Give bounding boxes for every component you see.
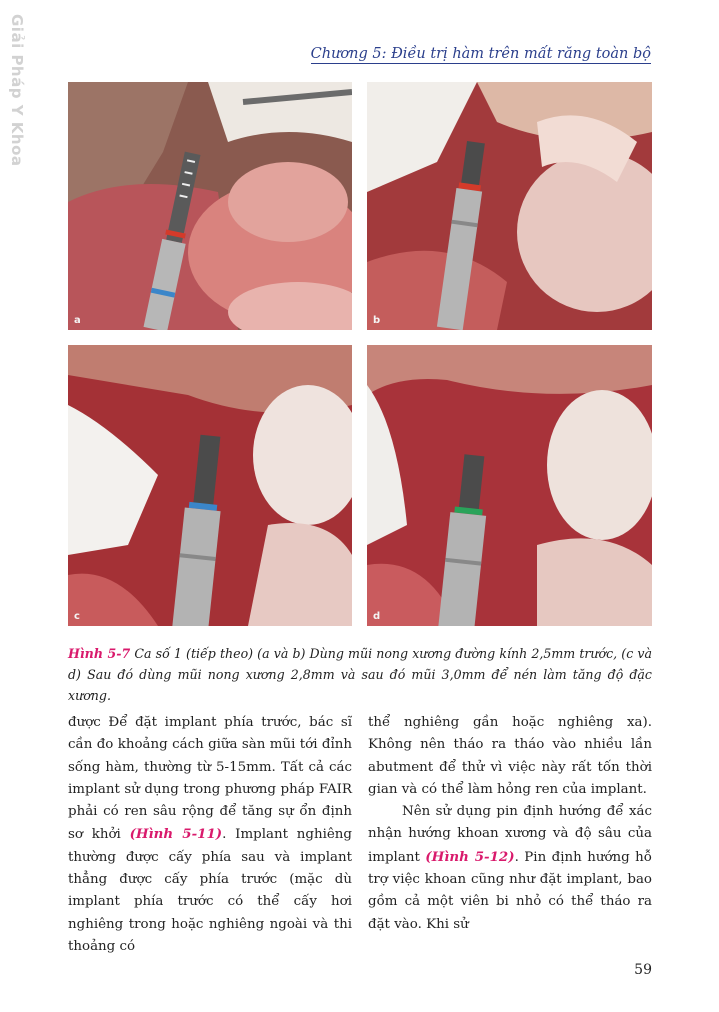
right-text-1: Nên sử dụng pin định hướng để xác nhận hướng khoan xương và độ sâu của implant <box>368 804 652 865</box>
left-text-2: . Implant nghiêng thường được cấy phía sau và implant thẳng được cấy phía trước (mặc dù implant phía trước có thể cấy hơi nghiêng trong hoặc nghiêng ngoài và thi thoảng có <box>68 827 352 954</box>
page-number: 59 <box>634 962 652 978</box>
clinical-photo-a <box>68 82 352 330</box>
left-text-column <box>68 712 352 958</box>
clinical-photo-d <box>367 345 652 626</box>
panel-letter-a: a <box>74 315 81 326</box>
left-text-1: được Để đặt implant phía trước, bác sĩ cần đo khoảng cách giữa sàn mũi tới đỉnh sống hàm, thường từ 5-15mm. Tất cả các implant sử dụng trong phương pháp FAIR phải có ren sâu rộng để tăng sự ổn định sơ khởi <box>68 715 352 843</box>
figure-5-7 <box>68 82 652 626</box>
figure-caption <box>68 643 652 706</box>
caption-label: Hình 5-7 <box>68 646 131 661</box>
photo-panel-c <box>68 345 352 626</box>
right-text-column <box>368 712 652 936</box>
right-text-2: . Pin định hướng hỗ trợ việc khoan cũng như đặt implant, bao gồm cả một viên bi nhỏ có thể tháo ra đặt vào. Khi sử <box>368 849 652 932</box>
panel-letter-c: c <box>74 611 80 622</box>
right-paragraph-2 <box>368 801 652 936</box>
figure-ref-5-11[interactable]: (Hình 5-11) <box>129 826 223 843</box>
right-paragraph-1: thể nghiêng gần hoặc nghiêng xa). Không nên tháo ra tháo vào nhiều lần abutment để thử vì việc này rất tốn thời gian và có thể làm hỏng ren của implant. <box>368 715 652 797</box>
figure-ref-5-12[interactable]: (Hình 5-12) <box>425 848 515 865</box>
photo-panel-d <box>367 345 652 626</box>
photo-panel-b <box>367 82 652 330</box>
photo-panel-a <box>68 82 352 330</box>
chapter-header: Chương 5: Điều trị hàm trên mất răng toàn bộ <box>310 46 651 62</box>
caption-text: Ca số 1 (tiếp theo) (a và b) Dùng mũi nong xương đường kính 2,5mm trước, (c và d) Sau đó dùng mũi nong xương 2,8mm và sau đó mũi 3,0mm để nén làm tăng độ đặc xương. <box>68 646 652 703</box>
side-watermark: Giải Pháp Y Khoa <box>8 14 26 167</box>
left-paragraph <box>68 712 352 958</box>
panel-letter-b: b <box>373 315 381 326</box>
panel-letter-d: d <box>373 611 381 622</box>
clinical-photo-c <box>68 345 352 626</box>
clinical-photo-b <box>367 82 652 330</box>
